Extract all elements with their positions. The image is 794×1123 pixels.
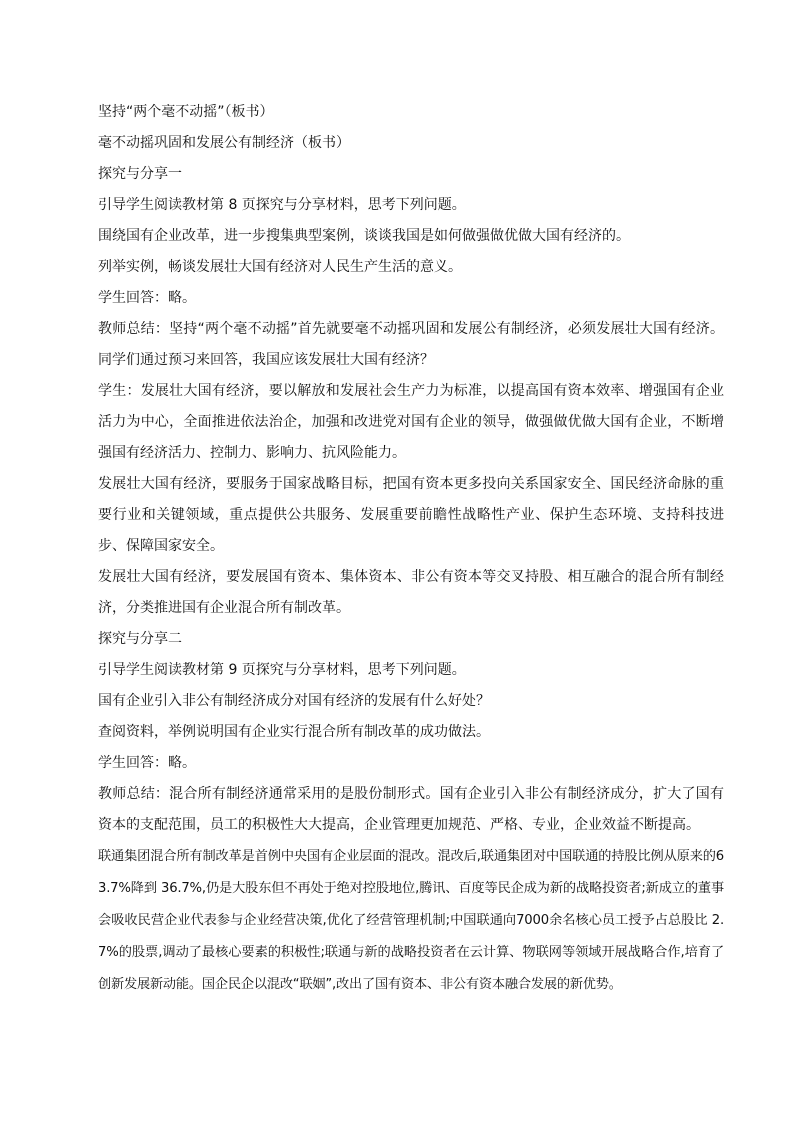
paragraph: 学生回答：略。: [98, 290, 196, 306]
paragraph-board-heading-2: 毫不动摇巩固和发展公有制经济（板书）: [98, 135, 350, 151]
paragraph: 学生回答：略。: [98, 755, 196, 771]
paragraph: 学生：发展壮大国有经济，要以解放和发展社会生产力为标准，以提高国有资本效率、增强国有企业活力为中心，全面推进依法治企，加强和改进党对国有企业的领导，做强做优做大国有企业，不断增强国有经济活力、控制力、影响力、抗风险能力。: [98, 383, 724, 461]
paragraph-section-heading-2: 探究与分享二: [98, 631, 182, 647]
document-body: [98, 97, 724, 1001]
paragraph: 引导学生阅读教材第 9 页探究与分享材料，思考下列问题。: [98, 662, 466, 678]
paragraph: 围绕国有企业改革，进一步搜集典型案例，谈谈我国是如何做强做优做大国有经济的。: [98, 228, 630, 244]
paragraph: 引导学生阅读教材第 8 页探究与分享材料，思考下列问题。: [98, 197, 466, 213]
paragraph: 教师总结：坚持“两个毫不动摇”首先就要毫不动摇巩固和发展公有制经济，必须发展壮大国有经济。同学们通过预习来回答，我国应该发展壮大国有经济？: [98, 321, 724, 368]
paragraph: 发展壮大国有经济，要发展国有资本、集体资本、非公有资本等交叉持股、相互融合的混合所有制经济，分类推进国有企业混合所有制改革。: [98, 569, 724, 616]
paragraph: 查阅资料，举例说明国有企业实行混合所有制改革的成功做法。: [98, 724, 490, 740]
paragraph-board-heading-1: 坚持“两个毫不动摇”（板书）: [98, 104, 274, 120]
paragraph: 列举实例，畅谈发展壮大国有经济对人民生产生活的意义。: [98, 259, 462, 275]
paragraph-section-heading-1: 探究与分享一: [98, 166, 182, 182]
paragraph: 教师总结：混合所有制经济通常采用的是股份制形式。国有企业引入非公有制经济成分，扩大了国有资本的支配范围，员工的积极性大大提高，企业管理更加规范、严格、专业，企业效益不断提高。: [98, 786, 724, 833]
paragraph: 国有企业引入非公有制经济成分对国有经济的发展有什么好处？: [98, 693, 490, 709]
paragraph: 联通集团混合所有制改革是首例中央国有企业层面的混改。混改后,联通集团对中国联通的持股比例从原来的63.7%降到 36.7%,仍是大股东但不再处于绝对控股地位,腾讯、百度等民企成为新的战略投资者;新成立的董事会吸收民营企业代表参与企业经营决策,优化了经营管理机制;中国联通向7000余名核心员工授予占总股比 2.7%的股票,调动了最核心要素的积极性;联通与新的战略投资者在云计算、物联网等领域开展战略合作,培育了创新发展新动能。国企民企以混改“联姻”,改出了国有资本、非公有资本融合发展的新优势。: [98, 849, 724, 992]
paragraph: 发展壮大国有经济，要服务于国家战略目标，把国有资本更多投向关系国家安全、国民经济命脉的重要行业和关键领域，重点提供公共服务、发展重要前瞻性战略性产业、保护生态环境、支持科技进步、保障国家安全。: [98, 476, 724, 554]
